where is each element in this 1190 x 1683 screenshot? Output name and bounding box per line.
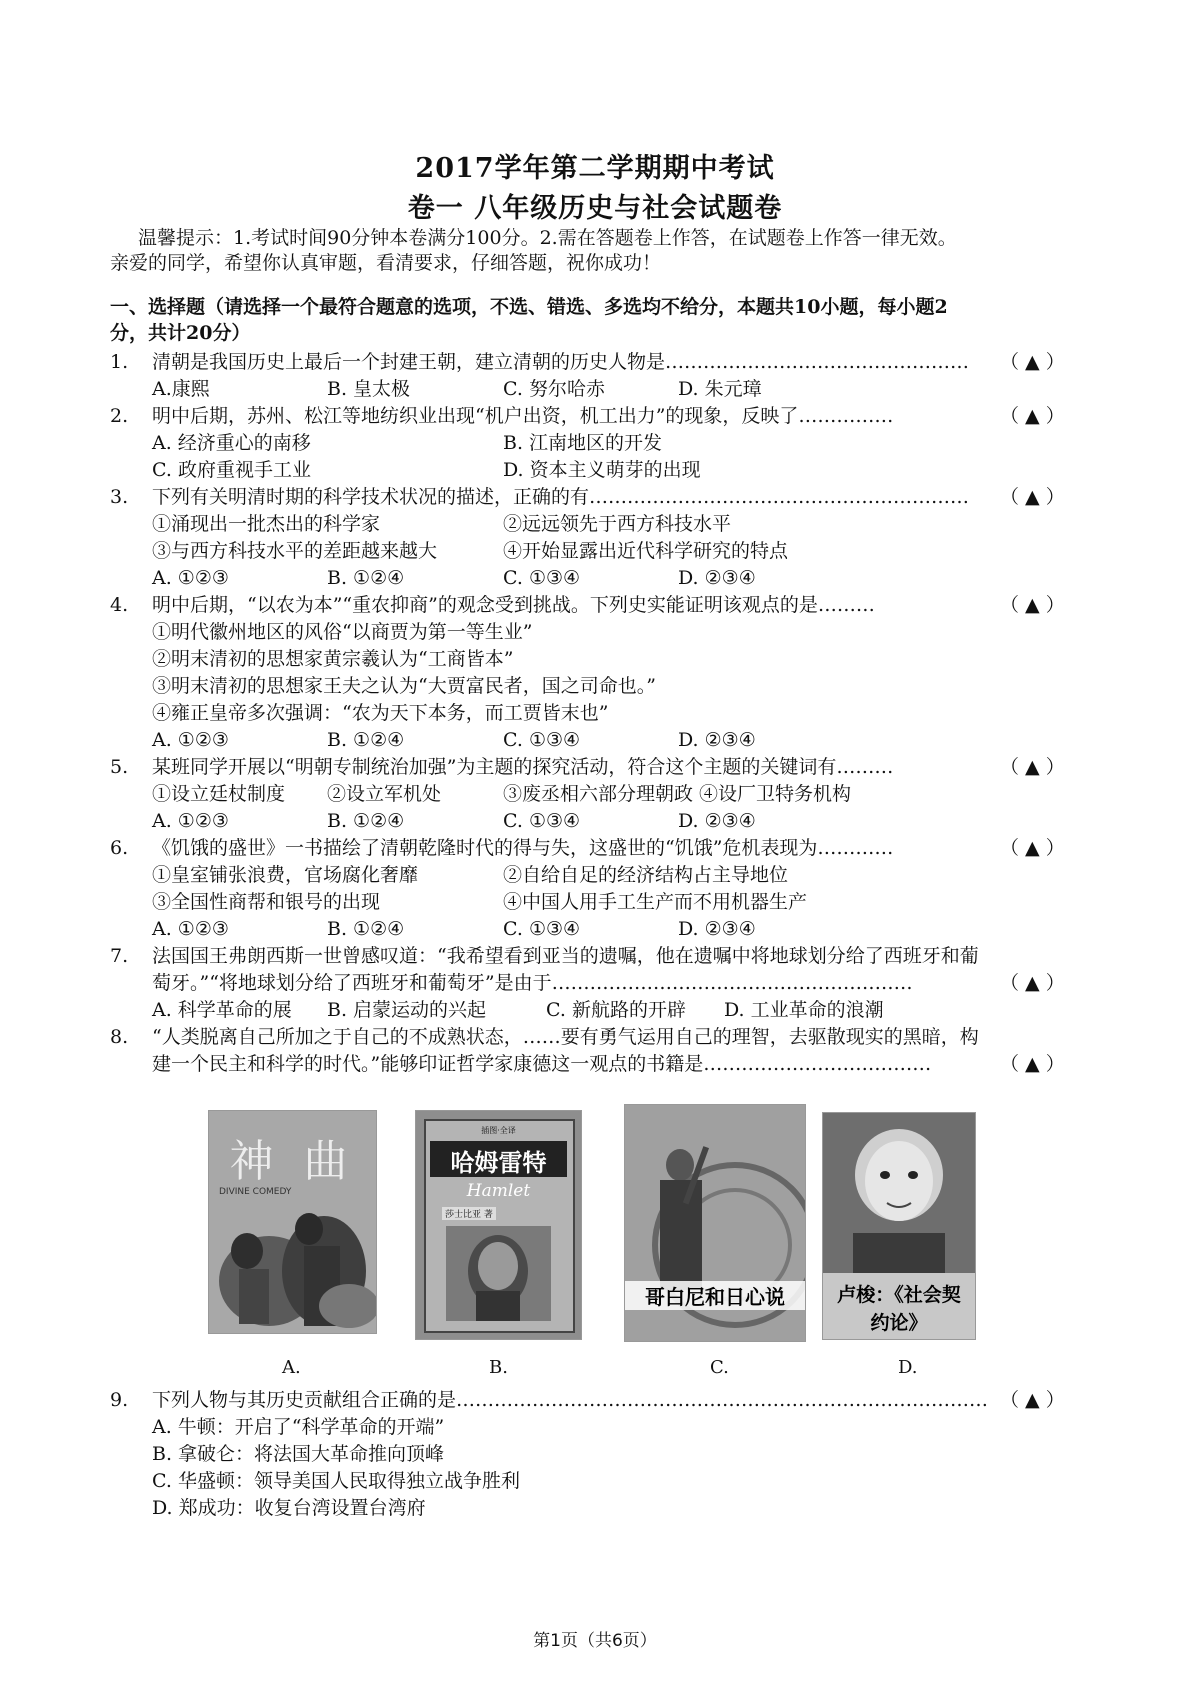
book-cover-divine-comedy — [208, 1110, 377, 1334]
q6-stem: 《饥饿的盛世》一书描绘了清朝乾隆时代的得与失，这盛世的“饥饿”危机表现为………… — [152, 837, 894, 859]
hamlet-subtitle: Hamlet — [466, 1181, 531, 1201]
q9-number: 9. — [110, 1389, 129, 1411]
hamlet-top-label: 插图·全译 — [481, 1126, 516, 1135]
q1-stem: 清朝是我国历史上最后一个封建王朝，建立清朝的历史人物是………………………………………… — [152, 351, 970, 373]
q3-item-4: ④开始显露出近代科学研究的特点 — [503, 540, 789, 562]
q1-option-c: C. 努尔哈赤 — [503, 378, 605, 400]
q3-item-2: ②远远领先于西方科技水平 — [503, 513, 732, 535]
q4-option-a: A. ①②③ — [152, 729, 229, 751]
tip-line-1: 温馨提示：1.考试时间90分钟本卷满分100分。2.需在答题卷上作答，在试题卷上作答一律无效。 — [138, 227, 957, 249]
exam-title: 2017学年第二学期期中考试 — [415, 153, 775, 184]
q7-number: 7. — [110, 945, 129, 967]
q6-option-d: D. ②③④ — [678, 918, 756, 940]
q1-number: 1. — [110, 351, 129, 373]
copernicus-caption: 哥白尼和日心说 — [625, 1281, 805, 1310]
image-label-a: A. — [282, 1357, 301, 1378]
q3-stem: 下列有关明清时期的科学技术状况的描述，正确的有…………………………………………………… — [152, 486, 970, 508]
q5-answer-mark: （ ▲ ） — [1000, 756, 1065, 778]
q3-answer-mark: （ ▲ ） — [1000, 486, 1065, 508]
q6-option-b: B. ①②④ — [327, 918, 405, 940]
hamlet-author: 莎士比亚 著 — [442, 1207, 496, 1220]
q6-item-3: ③全国性商帮和银号的出现 — [152, 891, 381, 913]
divine-comedy-title: 神 曲 — [229, 1136, 356, 1187]
q2-option-d: D. 资本主义萌芽的出现 — [503, 459, 701, 481]
q1-option-b: B. 皇太极 — [327, 378, 411, 400]
copernicus-image — [624, 1104, 806, 1342]
q2-number: 2. — [110, 405, 129, 427]
q7-option-b: B. 启蒙运动的兴起 — [327, 999, 487, 1021]
q7-option-d: D. 工业革命的浪潮 — [724, 999, 884, 1021]
q4-item-1: ①明代徽州地区的风俗“以商贾为第一等生业” — [152, 621, 533, 643]
q6-answer-mark: （ ▲ ） — [1000, 837, 1065, 859]
q6-item-4: ④中国人用手工生产而不用机器生产 — [503, 891, 808, 913]
rousseau-portrait-artwork — [823, 1113, 975, 1273]
q5-option-b: B. ①②④ — [327, 810, 405, 832]
q5-option-c: C. ①③④ — [503, 810, 581, 832]
rousseau-image — [822, 1112, 976, 1340]
q4-option-c: C. ①③④ — [503, 729, 581, 751]
q3-option-b: B. ①②④ — [327, 567, 405, 589]
image-label-b: B. — [489, 1357, 508, 1378]
q4-item-2: ②明末清初的思想家黄宗羲认为“工商皆本” — [152, 648, 514, 670]
q4-number: 4. — [110, 594, 129, 616]
q8-stem-line2: 建一个民主和科学的时代。”能够印证哲学家康德这一观点的书籍是……………………………… — [152, 1053, 932, 1075]
q6-item-2: ②自给自足的经济结构占主导地位 — [503, 864, 789, 886]
section-heading-2: 分，共计20分） — [110, 322, 251, 344]
q3-option-a: A. ①②③ — [152, 567, 229, 589]
section-heading-1: 一、选择题（请选择一个最符合题意的选项，不选、错选、多选均不给分，本题共10小题，每小题2 — [110, 296, 948, 318]
q5-number: 5. — [110, 756, 129, 778]
q2-stem: 明中后期，苏州、松江等地纺织业出现“机户出资，机工出力”的现象，反映了…………… — [152, 405, 894, 427]
q2-option-a: A. 经济重心的南移 — [152, 432, 311, 454]
q2-option-c: C. 政府重视手工业 — [152, 459, 311, 481]
q6-number: 6. — [110, 837, 129, 859]
q4-answer-mark: （ ▲ ） — [1000, 594, 1065, 616]
q5-item-2: ②设立军机处 — [327, 783, 442, 805]
q2-option-b: B. 江南地区的开发 — [503, 432, 663, 454]
q9-stem: 下列人物与其历史贡献组合正确的是………………………………………………………………………… — [152, 1389, 989, 1411]
q6-option-a: A. ①②③ — [152, 918, 229, 940]
hamlet-portrait-artwork — [446, 1226, 551, 1321]
q5-stem: 某班同学开展以“明朝专制统治加强”为主题的探究活动，符合这个主题的关键词有……… — [152, 756, 894, 778]
q7-stem-line2: 萄牙。”“将地球划分给了西班牙和葡萄牙”是由于………………………………………………… — [152, 972, 913, 994]
q7-option-a: A. 科学革命的展 — [152, 999, 292, 1021]
exam-subtitle: 卷一 八年级历史与社会试题卷 — [407, 193, 783, 224]
q5-item-1: ①设立廷杖制度 — [152, 783, 286, 805]
divine-comedy-subtitle: DIVINE COMEDY — [219, 1187, 292, 1197]
q4-item-3: ③明末清初的思想家王夫之认为“大贾富民者，国之司命也。” — [152, 675, 656, 697]
q3-option-c: C. ①③④ — [503, 567, 581, 589]
q1-option-a: A.康熙 — [152, 378, 210, 400]
q8-answer-mark: （ ▲ ） — [1000, 1053, 1065, 1075]
tip-line-2: 亲爱的同学，希望你认真审题，看清要求，仔细答题，祝你成功！ — [110, 252, 662, 274]
q5-option-a: A. ①②③ — [152, 810, 229, 832]
q9-option-a: A. 牛顿：开启了“科学革命的开端” — [152, 1416, 445, 1438]
q2-answer-mark: （ ▲ ） — [1000, 405, 1065, 427]
hamlet-title: 哈姆雷特 — [450, 1149, 547, 1177]
q8-stem-line1: “人类脱离自己所加之于自己的不成熟状态，……要有勇气运用自己的理智，去驱散现实的黑暗，构 — [152, 1026, 979, 1048]
q9-option-d: D. 郑成功：收复台湾设置台湾府 — [152, 1497, 426, 1519]
q5-option-d: D. ②③④ — [678, 810, 756, 832]
q1-option-d: D. 朱元璋 — [678, 378, 762, 400]
q6-item-1: ①皇室铺张浪费，官场腐化奢靡 — [152, 864, 419, 886]
q3-number: 3. — [110, 486, 129, 508]
q7-answer-mark: （ ▲ ） — [1000, 972, 1065, 994]
q3-option-d: D. ②③④ — [678, 567, 756, 589]
book-cover-hamlet — [415, 1110, 582, 1340]
q9-option-c: C. 华盛顿：领导美国人民取得独立战争胜利 — [152, 1470, 520, 1492]
q8-number: 8. — [110, 1026, 129, 1048]
page-footer: 第1页（共6页） — [533, 1631, 657, 1651]
image-label-d: D. — [898, 1357, 918, 1378]
q4-option-b: B. ①②④ — [327, 729, 405, 751]
q7-option-c: C. 新航路的开辟 — [546, 999, 686, 1021]
q9-answer-mark: （ ▲ ） — [1000, 1389, 1065, 1411]
rousseau-caption: 卢梭：《社会契约论》 — [837, 1284, 961, 1334]
q5-item-3: ③废丞相六部分理朝政 ④设厂卫特务机构 — [503, 783, 852, 805]
q4-option-d: D. ②③④ — [678, 729, 756, 751]
image-label-c: C. — [710, 1357, 729, 1378]
q3-item-3: ③与西方科技水平的差距越来越大 — [152, 540, 438, 562]
q4-stem: 明中后期，“以农为本”“重农抑商”的观念受到挑战。下列史实能证明该观点的是……… — [152, 594, 875, 616]
q3-item-1: ①涌现出一批杰出的科学家 — [152, 513, 381, 535]
q6-option-c: C. ①③④ — [503, 918, 581, 940]
q7-stem-line1: 法国国王弗朗西斯一世曾感叹道：“我希望看到亚当的遗嘱，他在遗嘱中将地球划分给了西班牙和葡 — [152, 945, 979, 967]
q9-option-b: B. 拿破仑：将法国大革命推向顶峰 — [152, 1443, 445, 1465]
q4-item-4: ④雍正皇帝多次强调：“农为天下本务，而工贾皆末也” — [152, 702, 609, 724]
q1-answer-mark: （ ▲ ） — [1000, 351, 1065, 373]
